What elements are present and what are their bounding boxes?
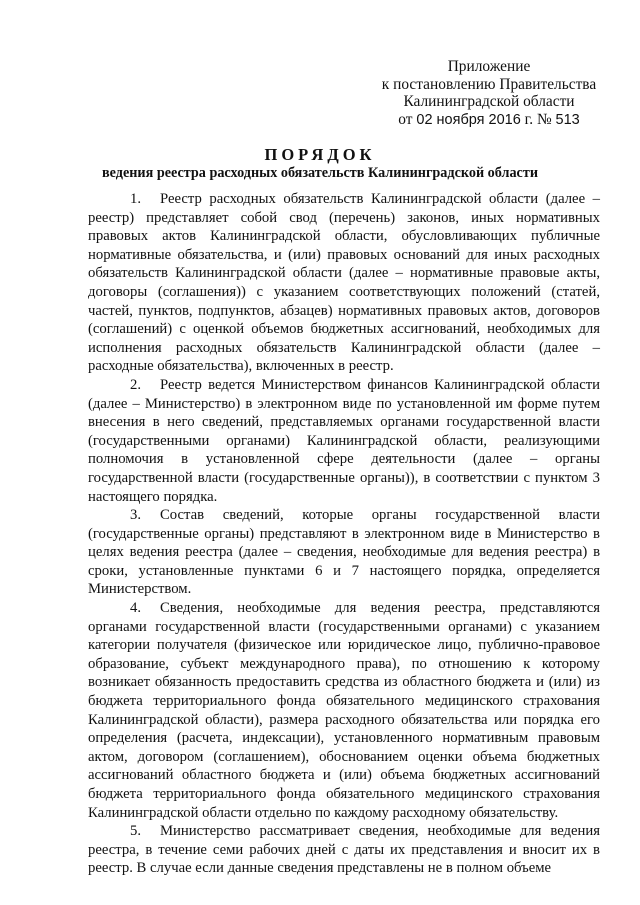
appendix-date: 02 ноября 2016 xyxy=(416,111,521,128)
paragraph-number: 4. xyxy=(130,600,142,617)
paragraph-2 xyxy=(88,376,600,506)
document-subtitle: ведения реестра расходных обязательств Калининградской области xyxy=(102,165,538,181)
document-body xyxy=(88,190,600,878)
paragraph-5 xyxy=(88,822,600,878)
paragraph-text: Министерство рассматривает сведения, необходимые для ведения реестра, в течение семи рабочих дней с даты их представления и вносит их в реестр. В случае если данные сведения представлены не в полном объеме xyxy=(88,823,600,877)
paragraph-number: 2. xyxy=(130,376,142,393)
paragraph-text: Состав сведений, которые органы государственной власти (государственные органы) представляют в электронном виде в Министерство в целях ведения реестра (далее – сведения, необходимые для ведения реестра) в сроки, установленные пунктами 6 и 7 настоящего порядка, определяется Министерством. xyxy=(88,507,600,598)
paragraph-1 xyxy=(88,190,600,376)
document-title: ПОРЯДОК xyxy=(264,145,376,164)
appendix-block xyxy=(368,58,610,129)
appendix-number-prefix: г. № xyxy=(524,110,552,128)
appendix-date-prefix: от xyxy=(398,110,413,128)
appendix-label: Приложение xyxy=(447,58,531,75)
paragraph-3 xyxy=(88,506,600,599)
appendix-date-line xyxy=(368,111,610,130)
appendix-region-line: Калининградской области xyxy=(403,93,575,110)
paragraph-4 xyxy=(88,599,600,822)
paragraph-text: Сведения, необходимые для ведения реестра, представляются органами государственной власти (государственными органами) с указанием категории получателя (физическое или юридическое лицо, публично-правовое образование, субъект международного права), по отношению к которому возникает обязанность предоставить средства из областного бюджета и (или) из бюджета территориального фонда обязательного медицинского страхования Калининградской области), размера расходного обязательства или порядка его определения (расчета, индексации), установленного нормативным правовым актом, договором (соглашением), обоснованием оценки объема бюджетных ассигнований областного бюджета и (или) объема бюджетных ассигнований бюджета территориального фонда обязательного медицинского страхования Калининградской области отдельно по каждому расходному обязательству. xyxy=(88,600,600,821)
paragraph-number: 5. xyxy=(130,823,142,840)
appendix-number: 513 xyxy=(555,111,580,128)
paragraph-text: Реестр расходных обязательств Калининградской области (далее – реестр) представляет собой свод (перечень) законов, иных нормативных правовых актов Калининградской области, обусловливающих публичные нормативные обязательства, и (или) правовых оснований для иных расходных обязательств Калининградской области (далее – нормативные правовые акты, договоры (соглашения)) с указанием соответствующих положений (статей, частей, пунктов, подпунктов, абзацев) нормативных правовых актов, договоров (соглашений) с оценкой объемов бюджетных ассигнований, необходимых для исполнения расходных обязательств Калининградской области (далее – расходные обязательства), включенных в реестр. xyxy=(88,191,600,375)
paragraph-text: Реестр ведется Министерством финансов Калининградской области (далее – Министерство) в электронном виде по установленной им форме путем внесения в него сведений, представляемых органами государственной власти (государственными органами) Калининградской области, реализующими полномочия в установленной сфере деятельности (далее – органы государственной власти (государственные органы)), в соответствии с пунктом 3 настоящего порядка. xyxy=(88,376,600,505)
paragraph-number: 1. xyxy=(130,191,142,207)
appendix-resolution-line: к постановлению Правительства xyxy=(381,75,597,93)
paragraph-number: 3. xyxy=(130,507,142,524)
